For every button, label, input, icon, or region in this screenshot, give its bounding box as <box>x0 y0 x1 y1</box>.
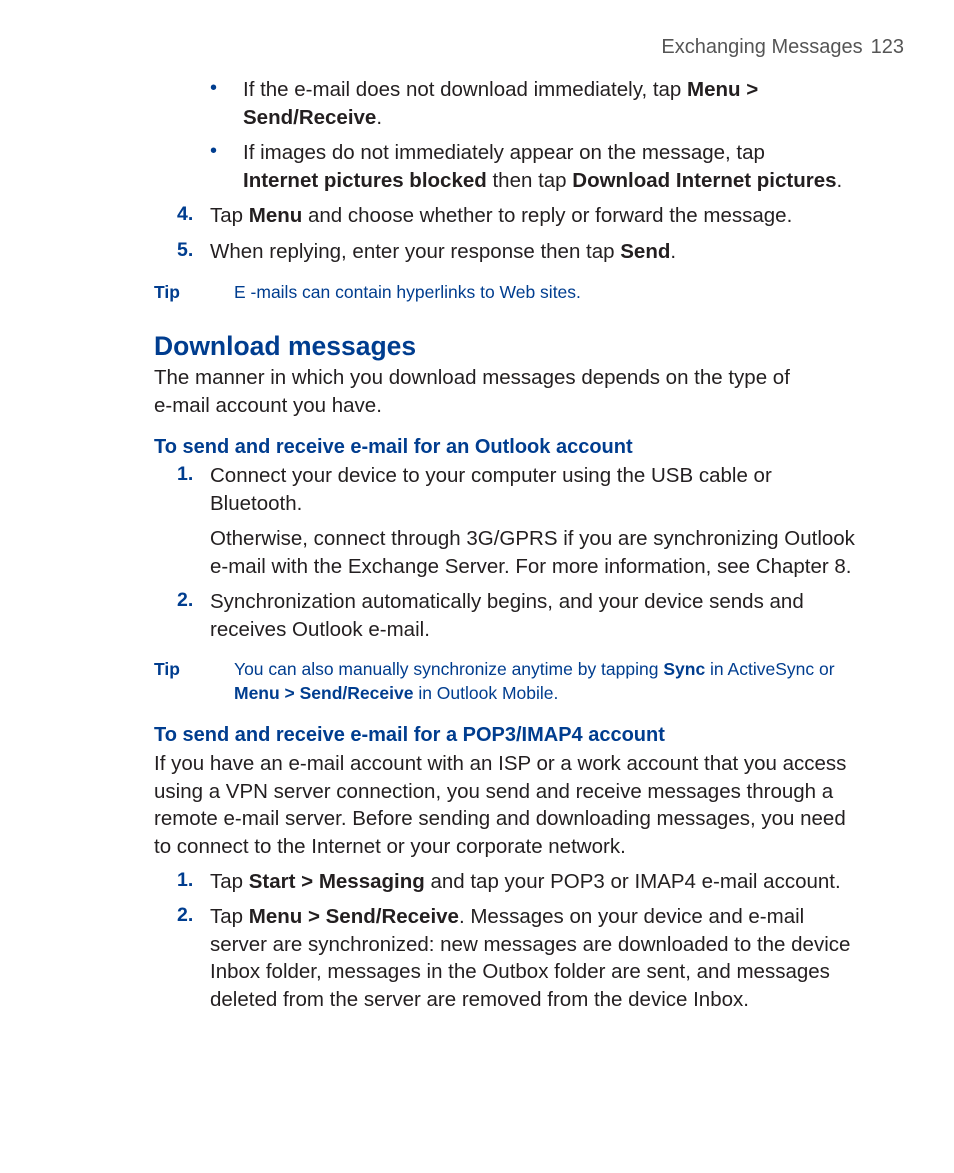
bullet-text: If images do not immediately appear on the message, tap <box>243 141 765 164</box>
step-text: Inbox folder, messages in the Outbox folder are sent, and messages <box>210 960 830 983</box>
step-text: Tap <box>210 870 249 893</box>
subheading-pop3: To send and receive e-mail for a POP3/IMAP4 account <box>154 724 665 746</box>
step-text: Connect your device to your computer using the USB cable or <box>210 464 772 487</box>
step-text: e-mail with the Exchange Server. For more information, see Chapter 8. <box>210 554 852 578</box>
step-item <box>210 903 850 1013</box>
step-text: and tap your POP3 or IMAP4 e-mail account. <box>424 870 841 893</box>
step-number: 5. <box>177 239 194 261</box>
step-paragraph <box>210 525 855 580</box>
step-text: server are synchronized: new messages are downloaded to the device <box>210 932 851 956</box>
bullet-text: . <box>836 168 843 192</box>
step-item <box>210 462 772 517</box>
step-number: 4. <box>177 203 194 225</box>
header-section-title: Exchanging Messages <box>661 36 863 58</box>
step-number: 1. <box>177 463 194 485</box>
subheading-outlook: To send and receive e-mail for an Outlook account <box>154 436 633 458</box>
tip-label: Tip <box>154 282 180 302</box>
step-item <box>210 238 676 266</box>
tip-bold: Sync <box>663 659 706 679</box>
section-intro <box>154 364 884 419</box>
step-text: Tap <box>210 204 249 227</box>
step-number: 2. <box>177 904 194 926</box>
step-text: Tap <box>210 905 249 928</box>
intro-line: e-mail account you have. <box>154 393 382 417</box>
step-text: . <box>670 240 677 263</box>
step-item <box>210 588 804 643</box>
bullet-text: If the e-mail does not download immediately, tap <box>243 78 688 101</box>
tip-text: E -mails can contain hyperlinks to Web sites. <box>234 282 581 302</box>
section-title: Download messages <box>154 331 417 361</box>
step-text: Synchronization automatically begins, and your device sends and <box>210 590 804 613</box>
tip-text-part: in ActiveSync or <box>705 659 835 679</box>
step-text: When replying, enter your response then tap <box>210 240 621 263</box>
tip-text-part: You can also manually synchronize anytime by tapping <box>234 659 664 679</box>
para-line: using a VPN server connection, you send and receive messages through a <box>154 779 834 803</box>
bullet-bold: Send/Receive <box>243 105 377 129</box>
bullet-item <box>243 76 758 131</box>
bullet-bold: Menu > <box>687 78 759 101</box>
step-bold: Send <box>620 240 671 263</box>
step-text: and choose whether to reply or forward the message. <box>302 204 793 227</box>
step-number: 2. <box>177 589 194 611</box>
step-text: . Messages on your device and e-mail <box>458 905 805 928</box>
step-text: receives Outlook e-mail. <box>210 617 430 641</box>
step-bold: Menu <box>248 204 303 227</box>
bullet-icon: • <box>210 77 218 99</box>
tip-bold: Menu > Send/Receive <box>234 682 414 703</box>
para-line: If you have an e-mail account with an ISP or a work account that you access <box>154 752 847 775</box>
bullet-text: then tap <box>486 168 573 192</box>
step-text: Otherwise, connect through 3G/GPRS if you are synchronizing Outlook <box>210 527 855 550</box>
bullet-item <box>243 139 842 194</box>
bullet-icon: • <box>210 140 218 162</box>
para-line: remote e-mail server. Before sending and downloading messages, you need <box>154 807 846 830</box>
step-item <box>210 868 841 896</box>
intro-line: The manner in which you download messages depends on the type of <box>154 366 790 389</box>
step-bold: Start > Messaging <box>248 870 425 893</box>
step-text: Bluetooth. <box>210 491 303 515</box>
tip-text-part: in Outlook Mobile. <box>413 682 559 703</box>
step-item <box>210 202 792 230</box>
bullet-bold: Download Internet pictures <box>572 168 837 192</box>
tip-text <box>234 658 835 705</box>
bullet-bold: Internet pictures blocked <box>243 168 487 192</box>
bullet-text: . <box>376 105 383 129</box>
page-number: 123 <box>870 36 904 58</box>
step-bold: Menu > Send/Receive <box>248 905 459 928</box>
page-header <box>661 36 904 59</box>
para-line: to connect to the Internet or your corporate network. <box>154 834 626 858</box>
pop3-paragraph <box>154 750 884 860</box>
step-number: 1. <box>177 869 194 891</box>
tip-label: Tip <box>154 659 180 679</box>
step-text: deleted from the server are removed from the device Inbox. <box>210 987 749 1011</box>
